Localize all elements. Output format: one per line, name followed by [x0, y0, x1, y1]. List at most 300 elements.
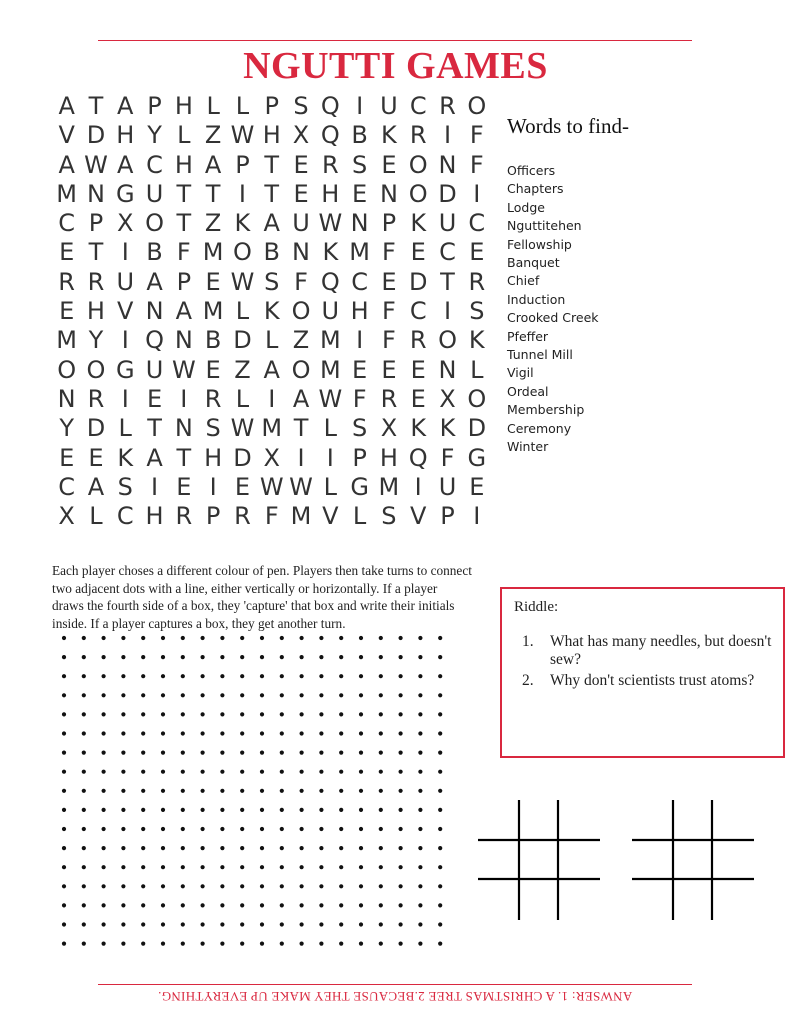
dot[interactable]	[418, 846, 422, 850]
dot[interactable]	[359, 827, 363, 831]
dot[interactable]	[240, 655, 244, 659]
letter-cell[interactable]: F	[352, 384, 367, 413]
dot[interactable]	[201, 827, 205, 831]
letter-cell[interactable]: K	[410, 209, 427, 238]
letter-cell[interactable]: E	[410, 238, 426, 267]
letter-cell[interactable]: I	[238, 179, 246, 208]
dot[interactable]	[379, 808, 383, 812]
letter-cell[interactable]: F	[469, 121, 484, 150]
letter-cell[interactable]: I	[121, 326, 129, 355]
letter-cell[interactable]: I	[121, 384, 129, 413]
letter-cell[interactable]: C	[468, 209, 486, 238]
dot[interactable]	[240, 884, 244, 888]
dot[interactable]	[220, 693, 224, 697]
dot[interactable]	[359, 655, 363, 659]
dot[interactable]	[102, 655, 106, 659]
letter-cell[interactable]: L	[206, 92, 220, 120]
dot[interactable]	[181, 712, 185, 716]
dot[interactable]	[220, 808, 224, 812]
dot[interactable]	[82, 674, 86, 678]
dot[interactable]	[319, 884, 323, 888]
dot[interactable]	[121, 674, 125, 678]
letter-cell[interactable]: R	[380, 384, 398, 413]
letter-cell[interactable]: D	[233, 443, 252, 472]
dot[interactable]	[319, 903, 323, 907]
dot[interactable]	[121, 693, 125, 697]
dot[interactable]	[161, 942, 165, 946]
dot[interactable]	[300, 751, 304, 755]
dot[interactable]	[339, 731, 343, 735]
letter-cell[interactable]: T	[264, 179, 280, 208]
letter-cell[interactable]: E	[469, 238, 485, 267]
dot[interactable]	[319, 636, 323, 640]
dot[interactable]	[399, 674, 403, 678]
dot[interactable]	[260, 655, 264, 659]
letter-cell[interactable]: M	[56, 179, 77, 208]
dot[interactable]	[339, 636, 343, 640]
dot[interactable]	[161, 636, 165, 640]
dot[interactable]	[82, 731, 86, 735]
dot[interactable]	[280, 827, 284, 831]
letter-cell[interactable]: E	[381, 355, 397, 384]
letter-cell[interactable]: K	[439, 414, 456, 443]
letter-cell[interactable]: F	[382, 238, 396, 267]
dot[interactable]	[201, 846, 205, 850]
letter-cell[interactable]: P	[205, 502, 221, 531]
dot[interactable]	[161, 693, 165, 697]
dot[interactable]	[280, 942, 284, 946]
letter-cell[interactable]: V	[117, 297, 134, 326]
dot[interactable]	[141, 865, 145, 869]
letter-cell[interactable]: G	[115, 179, 135, 208]
letter-cell[interactable]: Q	[320, 267, 340, 296]
dot[interactable]	[379, 942, 383, 946]
dot[interactable]	[102, 865, 106, 869]
dot[interactable]	[220, 674, 224, 678]
letter-cell[interactable]: I	[297, 443, 305, 472]
dot[interactable]	[359, 846, 363, 850]
letter-cell[interactable]: P	[352, 443, 367, 472]
dot[interactable]	[102, 789, 106, 793]
dot[interactable]	[359, 770, 363, 774]
letter-cell[interactable]: M	[202, 238, 224, 267]
letter-cell[interactable]: O	[145, 209, 164, 238]
dot[interactable]	[260, 808, 264, 812]
letter-cell[interactable]: W	[259, 472, 284, 501]
letter-cell[interactable]: I	[473, 502, 481, 531]
letter-cell[interactable]: W	[84, 150, 108, 179]
dot[interactable]	[280, 655, 284, 659]
dot[interactable]	[339, 808, 343, 812]
dot[interactable]	[62, 655, 66, 659]
dot[interactable]	[260, 751, 264, 755]
letter-cell[interactable]: F	[469, 150, 484, 179]
letter-cell[interactable]: Z	[204, 121, 222, 150]
dot[interactable]	[379, 751, 383, 755]
dot[interactable]	[141, 808, 145, 812]
dot[interactable]	[220, 903, 224, 907]
dot[interactable]	[181, 865, 185, 869]
dot[interactable]	[399, 636, 403, 640]
letter-cell[interactable]: Q	[320, 92, 340, 120]
dot[interactable]	[161, 789, 165, 793]
dot[interactable]	[62, 922, 66, 926]
letter-cell[interactable]: F	[294, 267, 308, 296]
dot[interactable]	[102, 846, 106, 850]
letter-cell[interactable]: Y	[88, 326, 104, 355]
dot[interactable]	[102, 884, 106, 888]
letter-cell[interactable]: G	[350, 472, 369, 501]
dot[interactable]	[161, 903, 165, 907]
letter-cell[interactable]: C	[58, 472, 76, 501]
dot[interactable]	[399, 770, 403, 774]
letter-cell[interactable]: P	[176, 267, 192, 296]
dot[interactable]	[418, 751, 422, 755]
letter-cell[interactable]: N	[379, 179, 398, 208]
dot[interactable]	[379, 636, 383, 640]
dot[interactable]	[181, 942, 185, 946]
dot[interactable]	[399, 808, 403, 812]
letter-cell[interactable]: D	[86, 414, 106, 443]
dot[interactable]	[201, 636, 205, 640]
dot[interactable]	[339, 846, 343, 850]
dots-and-boxes-grid[interactable]	[60, 634, 450, 964]
letter-cell[interactable]: A	[117, 150, 134, 179]
dot[interactable]	[181, 770, 185, 774]
dot[interactable]	[399, 731, 403, 735]
dot[interactable]	[102, 693, 106, 697]
letter-cell[interactable]: N	[292, 238, 310, 267]
letter-cell[interactable]: C	[439, 238, 456, 267]
letter-cell[interactable]: V	[410, 502, 427, 531]
letter-cell[interactable]: I	[326, 443, 334, 472]
dot[interactable]	[399, 655, 403, 659]
letter-cell[interactable]: C	[409, 92, 427, 120]
dot[interactable]	[62, 636, 66, 640]
dot[interactable]	[438, 770, 442, 774]
dot[interactable]	[62, 865, 66, 869]
letter-cell[interactable]: T	[293, 414, 309, 443]
dot[interactable]	[82, 827, 86, 831]
dot[interactable]	[339, 865, 343, 869]
dot[interactable]	[201, 884, 205, 888]
dot[interactable]	[141, 884, 145, 888]
letter-cell[interactable]: P	[381, 209, 397, 238]
dot[interactable]	[201, 674, 205, 678]
letter-cell[interactable]: P	[264, 92, 279, 120]
letter-cell[interactable]: W	[289, 472, 313, 501]
letter-cell[interactable]: R	[58, 267, 75, 296]
letter-cell[interactable]: E	[352, 179, 368, 208]
letter-cell[interactable]: Y	[59, 414, 74, 443]
dot[interactable]	[161, 922, 165, 926]
letter-cell[interactable]: I	[209, 472, 217, 501]
letter-cell[interactable]: M	[349, 238, 370, 267]
dot[interactable]	[181, 789, 185, 793]
letter-cell[interactable]: X	[117, 209, 134, 238]
dot[interactable]	[82, 942, 86, 946]
letter-cell[interactable]: I	[443, 121, 452, 150]
letter-cell[interactable]: E	[352, 355, 368, 384]
letter-cell[interactable]: A	[204, 150, 222, 179]
dot[interactable]	[339, 789, 343, 793]
dot[interactable]	[161, 884, 165, 888]
letter-cell[interactable]: I	[356, 326, 364, 355]
dot[interactable]	[181, 674, 185, 678]
letter-cell[interactable]: F	[440, 443, 455, 472]
letter-cell[interactable]: Y	[147, 121, 162, 150]
dot[interactable]	[359, 712, 363, 716]
dot[interactable]	[201, 789, 205, 793]
dot[interactable]	[161, 751, 165, 755]
dot[interactable]	[82, 808, 86, 812]
dot[interactable]	[260, 712, 264, 716]
dot[interactable]	[62, 827, 66, 831]
dot[interactable]	[260, 827, 264, 831]
dot[interactable]	[102, 942, 106, 946]
dot[interactable]	[181, 827, 185, 831]
dot[interactable]	[82, 789, 86, 793]
dot[interactable]	[240, 693, 244, 697]
dot[interactable]	[62, 770, 66, 774]
tic-tac-toe-board-1[interactable]	[478, 800, 602, 922]
letter-cell[interactable]: G	[467, 443, 487, 472]
dot[interactable]	[359, 751, 363, 755]
dot[interactable]	[300, 731, 304, 735]
letter-cell[interactable]: W	[171, 355, 196, 384]
letter-cell[interactable]: E	[293, 150, 309, 179]
dot[interactable]	[62, 846, 66, 850]
letter-cell[interactable]: Q	[320, 121, 340, 150]
letter-cell[interactable]: R	[175, 502, 193, 531]
dot[interactable]	[319, 846, 323, 850]
dot[interactable]	[319, 808, 323, 812]
letter-cell[interactable]: H	[262, 121, 281, 150]
dot[interactable]	[438, 636, 442, 640]
letter-cell[interactable]: N	[438, 150, 457, 179]
dot[interactable]	[121, 712, 125, 716]
letter-cell[interactable]: P	[88, 209, 104, 238]
dot[interactable]	[280, 789, 284, 793]
dot[interactable]	[102, 903, 106, 907]
letter-cell[interactable]: E	[146, 384, 163, 413]
dot[interactable]	[300, 922, 304, 926]
dot[interactable]	[280, 674, 284, 678]
dot[interactable]	[141, 655, 145, 659]
dot[interactable]	[418, 827, 422, 831]
dot[interactable]	[102, 751, 106, 755]
letter-cell[interactable]: T	[147, 414, 162, 443]
dot[interactable]	[438, 655, 442, 659]
letter-cell[interactable]: O	[57, 355, 77, 384]
dot[interactable]	[418, 674, 422, 678]
letter-cell[interactable]: E	[59, 443, 75, 472]
letter-cell[interactable]: L	[89, 502, 103, 531]
letter-cell[interactable]: C	[351, 267, 368, 296]
letter-cell[interactable]: T	[176, 209, 192, 238]
letter-cell[interactable]: D	[408, 267, 428, 296]
letter-cell[interactable]: E	[410, 355, 426, 384]
dot[interactable]	[220, 922, 224, 926]
letter-cell[interactable]: H	[174, 92, 193, 120]
dot[interactable]	[121, 865, 125, 869]
dot[interactable]	[181, 751, 185, 755]
dot[interactable]	[300, 884, 304, 888]
dot[interactable]	[300, 655, 304, 659]
dot[interactable]	[260, 789, 264, 793]
dot[interactable]	[102, 770, 106, 774]
dot[interactable]	[161, 655, 165, 659]
dot[interactable]	[121, 942, 125, 946]
dot[interactable]	[121, 922, 125, 926]
dot[interactable]	[240, 865, 244, 869]
dot[interactable]	[319, 789, 323, 793]
letter-cell[interactable]: Q	[145, 326, 164, 355]
dot[interactable]	[438, 942, 442, 946]
letter-cell[interactable]: A	[146, 267, 163, 296]
letter-cell[interactable]: R	[204, 384, 222, 413]
dot[interactable]	[418, 636, 422, 640]
dot[interactable]	[300, 636, 304, 640]
letter-cell[interactable]: S	[381, 502, 397, 531]
dot[interactable]	[62, 942, 66, 946]
dot[interactable]	[438, 846, 442, 850]
dot[interactable]	[62, 789, 66, 793]
dot[interactable]	[300, 770, 304, 774]
dot[interactable]	[161, 674, 165, 678]
letter-cell[interactable]: O	[291, 297, 311, 326]
dot[interactable]	[418, 693, 422, 697]
letter-cell[interactable]: R	[87, 384, 105, 413]
dot[interactable]	[438, 789, 442, 793]
dot[interactable]	[359, 942, 363, 946]
letter-cell[interactable]: C	[146, 150, 163, 179]
letter-cell[interactable]: L	[323, 414, 337, 443]
dot[interactable]	[240, 789, 244, 793]
dot[interactable]	[121, 903, 125, 907]
letter-cell[interactable]: O	[291, 355, 311, 384]
dot[interactable]	[240, 942, 244, 946]
dot[interactable]	[82, 770, 86, 774]
dot[interactable]	[181, 884, 185, 888]
dot[interactable]	[399, 942, 403, 946]
dot[interactable]	[181, 846, 185, 850]
dot[interactable]	[418, 789, 422, 793]
letter-cell[interactable]: W	[318, 384, 343, 413]
dot[interactable]	[82, 922, 86, 926]
dot[interactable]	[102, 922, 106, 926]
dot[interactable]	[399, 693, 403, 697]
dot[interactable]	[280, 865, 284, 869]
dot[interactable]	[418, 922, 422, 926]
dot[interactable]	[181, 636, 185, 640]
dot[interactable]	[300, 712, 304, 716]
dot[interactable]	[181, 655, 185, 659]
letter-cell[interactable]: S	[205, 414, 221, 443]
letter-cell[interactable]: O	[232, 238, 252, 267]
dot[interactable]	[201, 712, 205, 716]
dot[interactable]	[280, 731, 284, 735]
dot[interactable]	[62, 903, 66, 907]
dot[interactable]	[438, 693, 442, 697]
dot[interactable]	[260, 731, 264, 735]
letter-cell[interactable]: H	[145, 502, 164, 531]
letter-cell[interactable]: F	[382, 297, 396, 326]
letter-cell[interactable]: L	[118, 414, 132, 443]
dot[interactable]	[359, 636, 363, 640]
letter-cell[interactable]: M	[378, 472, 400, 501]
dot[interactable]	[319, 865, 323, 869]
dot[interactable]	[220, 846, 224, 850]
dot[interactable]	[260, 922, 264, 926]
dot[interactable]	[399, 903, 403, 907]
letter-cell[interactable]: E	[88, 443, 104, 472]
dot[interactable]	[319, 770, 323, 774]
dot[interactable]	[319, 922, 323, 926]
dot[interactable]	[82, 903, 86, 907]
dot[interactable]	[379, 789, 383, 793]
dot[interactable]	[141, 674, 145, 678]
dot[interactable]	[379, 903, 383, 907]
dot[interactable]	[240, 674, 244, 678]
letter-cell[interactable]: F	[176, 238, 191, 267]
letter-cell[interactable]: M	[319, 355, 341, 384]
letter-cell[interactable]: R	[439, 92, 456, 120]
letter-cell[interactable]: D	[467, 414, 487, 443]
dot[interactable]	[220, 712, 224, 716]
dot[interactable]	[102, 674, 106, 678]
dot[interactable]	[438, 922, 442, 926]
letter-cell[interactable]: F	[382, 326, 396, 355]
dot[interactable]	[181, 731, 185, 735]
dot[interactable]	[181, 693, 185, 697]
letter-cell[interactable]: A	[146, 443, 163, 472]
dot[interactable]	[220, 751, 224, 755]
letter-cell[interactable]: E	[469, 472, 485, 501]
letter-cell[interactable]: E	[59, 238, 75, 267]
dot[interactable]	[359, 693, 363, 697]
letter-cell[interactable]: U	[438, 472, 457, 501]
letter-cell[interactable]: N	[174, 414, 193, 443]
letter-cell[interactable]: A	[175, 297, 193, 326]
dot[interactable]	[62, 751, 66, 755]
letter-cell[interactable]: N	[86, 179, 105, 208]
letter-cell[interactable]: X	[263, 443, 280, 472]
dot[interactable]	[280, 770, 284, 774]
dot[interactable]	[121, 770, 125, 774]
dot[interactable]	[399, 865, 403, 869]
dot[interactable]	[260, 903, 264, 907]
letter-cell[interactable]: A	[58, 150, 75, 179]
letter-cell[interactable]: B	[263, 238, 280, 267]
dot[interactable]	[319, 827, 323, 831]
dot[interactable]	[379, 693, 383, 697]
letter-cell[interactable]: T	[176, 179, 192, 208]
letter-cell[interactable]: W	[318, 209, 343, 238]
dot[interactable]	[102, 731, 106, 735]
letter-cell[interactable]: U	[438, 209, 457, 238]
dot[interactable]	[181, 808, 185, 812]
dot[interactable]	[240, 712, 244, 716]
dot[interactable]	[220, 731, 224, 735]
letter-cell[interactable]: R	[409, 121, 427, 150]
letter-cell[interactable]: M	[290, 502, 312, 531]
dot[interactable]	[359, 674, 363, 678]
dot[interactable]	[260, 884, 264, 888]
dot[interactable]	[240, 770, 244, 774]
letter-cell[interactable]: L	[235, 384, 250, 413]
letter-cell[interactable]: Z	[204, 209, 222, 238]
